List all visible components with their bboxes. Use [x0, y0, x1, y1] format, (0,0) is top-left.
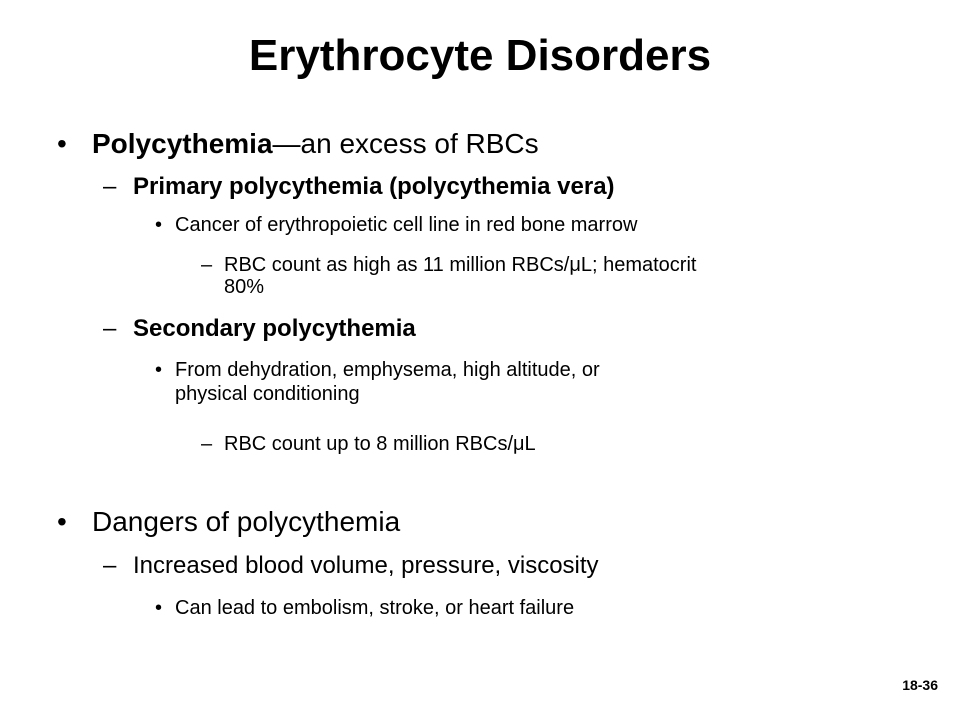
dash-marker: – [201, 433, 213, 455]
dash-marker: – [201, 254, 213, 276]
bullet-marker: • [155, 359, 163, 381]
secondary-cause-line-1: From dehydration, emphysema, high altitude, or [175, 359, 600, 381]
bullet-marker: • [155, 214, 163, 236]
polycythemia-term: Polycythemia [92, 128, 273, 159]
secondary-count-text: RBC count up to 8 million RBCs/μL [224, 433, 536, 455]
page-number: 18-36 [902, 677, 938, 693]
secondary-cause-text [175, 358, 600, 406]
bullet-marker: • [57, 506, 67, 537]
primary-count-text [224, 254, 696, 298]
secondary-polycythemia-heading: Secondary polycythemia [133, 315, 416, 342]
polycythemia-definition: —an excess of RBCs [272, 128, 539, 159]
dangers-outcome-text: Can lead to embolism, stroke, or heart failure [175, 597, 575, 619]
secondary-cause-line-2: physical conditioning [175, 383, 360, 405]
bullet-marker: • [155, 597, 163, 619]
dash-marker: – [103, 173, 117, 200]
bullet-marker: • [57, 128, 67, 159]
polycythemia-bullet [92, 128, 539, 160]
primary-count-line-1: RBC count as high as 11 million RBCs/μL; hematocrit [224, 254, 697, 276]
dash-marker: – [103, 552, 117, 579]
primary-polycythemia-heading: Primary polycythemia (polycythemia vera) [133, 173, 615, 200]
dangers-heading: Dangers of polycythemia [92, 506, 401, 537]
slide-title: Erythrocyte Disorders [248, 31, 712, 80]
dash-marker: – [103, 315, 117, 342]
dangers-detail-text: Increased blood volume, pressure, viscosity [133, 552, 599, 579]
primary-count-line-2: 80% [224, 276, 265, 298]
primary-cause-text: Cancer of erythropoietic cell line in red bone marrow [175, 214, 638, 236]
